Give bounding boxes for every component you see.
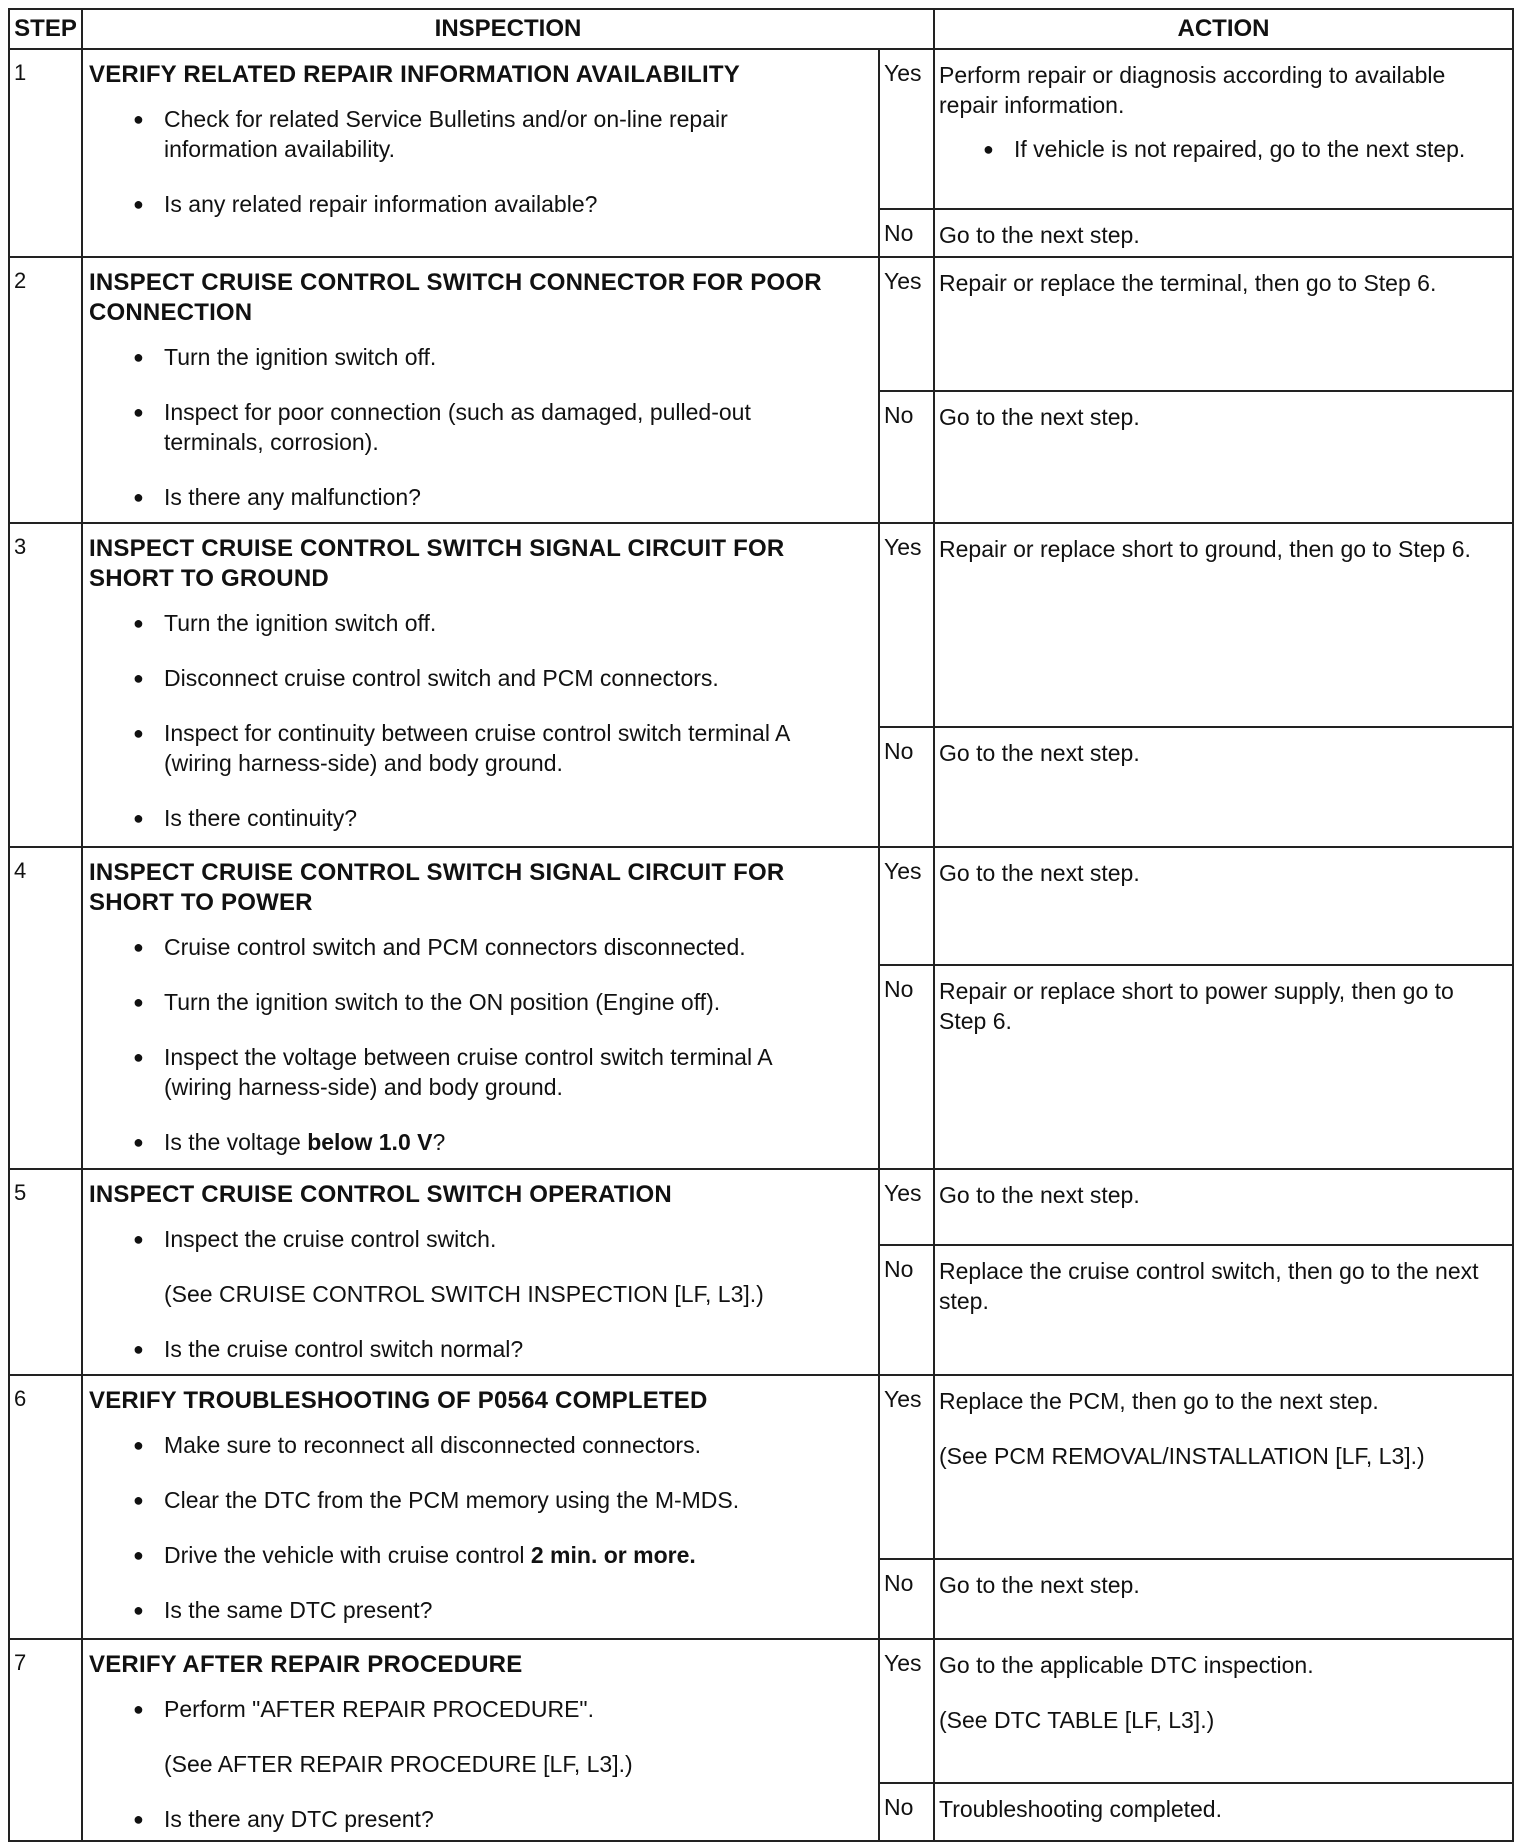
header-action: ACTION (934, 9, 1513, 49)
step-title: INSPECT CRUISE CONTROL SWITCH OPERATION (89, 1181, 672, 1208)
no-label: No (879, 1783, 934, 1841)
bullet-item: ● Inspect the voltage between cruise control switch terminal A (wiring harness-side) and body ground. (89, 1042, 868, 1102)
no-action: Repair or replace short to power supply, then go to Step 6. (934, 965, 1513, 1169)
no-label: No (879, 1559, 934, 1639)
action-text: Go to the applicable DTC inspection. (939, 1652, 1314, 1678)
no-action: Go to the next step. (934, 727, 1513, 847)
step-number: 1 (9, 49, 82, 257)
yes-label: Yes (879, 1375, 934, 1559)
bullet-item: ● Make sure to reconnect all disconnected connectors. (89, 1430, 868, 1460)
bullet-item: ● Inspect for continuity between cruise control switch terminal A (wiring harness-side) and body ground. (89, 718, 868, 778)
no-action: Troubleshooting completed. (934, 1783, 1513, 1841)
bullet-item: ● Inspect for poor connection (such as damaged, pulled-out terminals, corrosion). (89, 397, 868, 457)
no-label: No (879, 727, 934, 847)
header-step: STEP (9, 9, 82, 49)
no-action: Go to the next step. (934, 1559, 1513, 1639)
bullet-item: ● Is there any DTC present? (89, 1804, 868, 1834)
step-1-yes-row (9, 49, 1513, 209)
bullet-item: ● Turn the ignition switch off. (89, 608, 868, 638)
step-inspection (82, 1639, 879, 1841)
bullet-item: ● Disconnect cruise control switch and PCM connectors. (89, 663, 868, 693)
yes-label: Yes (879, 847, 934, 965)
bullet-item: ● Perform "AFTER REPAIR PROCEDURE". (89, 1694, 868, 1724)
yes-action (934, 49, 1513, 209)
action-bullet: ● If vehicle is not repaired, go to the next step. (939, 134, 1506, 164)
yes-action (934, 1639, 1513, 1783)
step-number: 5 (9, 1169, 82, 1375)
step-inspection (82, 523, 879, 847)
yes-label: Yes (879, 257, 934, 391)
no-label: No (879, 209, 934, 257)
step-inspection (82, 49, 879, 257)
drive-text: Drive the vehicle with cruise control (164, 1542, 531, 1568)
step-7-yes-row (9, 1639, 1513, 1783)
bullet-item: ● Is the cruise control switch normal? (89, 1334, 868, 1364)
step-inspection (82, 1375, 879, 1639)
reference-text: (See AFTER REPAIR PROCEDURE [LF, L3].) (164, 1751, 633, 1777)
step-number: 7 (9, 1639, 82, 1841)
bullet-item: ● Is there continuity? (89, 803, 868, 833)
yes-action: Go to the next step. (934, 1169, 1513, 1245)
bullet-item: ● Turn the ignition switch to the ON position (Engine off). (89, 987, 868, 1017)
yes-action: Go to the next step. (934, 847, 1513, 965)
reference-text: (See DTC TABLE [LF, L3].) (939, 1707, 1215, 1733)
question-end: ? (432, 1129, 446, 1155)
yes-label: Yes (879, 1639, 934, 1783)
bullet-item: ● Check for related Service Bulletins and/or on-line repair information availability. (89, 104, 868, 164)
bullet-item: ● Turn the ignition switch off. (89, 342, 868, 372)
header-inspection: INSPECTION (82, 9, 934, 49)
yes-label: Yes (879, 49, 934, 209)
bullet-item (89, 1540, 868, 1570)
step-number: 4 (9, 847, 82, 1169)
no-action: Go to the next step. (934, 209, 1513, 257)
step-number: 2 (9, 257, 82, 523)
step-number: 6 (9, 1375, 82, 1639)
yes-action: Repair or replace short to ground, then go to Step 6. (934, 523, 1513, 727)
bullet-item: ● Clear the DTC from the PCM memory using the M-MDS. (89, 1485, 868, 1515)
action-text: Perform repair or diagnosis according to available repair information. (939, 62, 1446, 118)
step-4-yes-row (9, 847, 1513, 965)
bullet-item: ● Is any related repair information available? (89, 189, 868, 219)
reference-text: (See PCM REMOVAL/INSTALLATION [LF, L3].) (939, 1443, 1425, 1469)
action-text: Replace the PCM, then go to the next step. (939, 1388, 1379, 1414)
yes-action: Repair or replace the terminal, then go to Step 6. (934, 257, 1513, 391)
step-inspection (82, 847, 879, 1169)
yes-label: Yes (879, 1169, 934, 1245)
step-inspection (82, 257, 879, 523)
yes-label: Yes (879, 523, 934, 727)
bullet-item: ● Inspect the cruise control switch. (89, 1224, 868, 1254)
step-title: VERIFY AFTER REPAIR PROCEDURE (89, 1651, 523, 1678)
step-2-yes-row (9, 257, 1513, 391)
bullet-item (89, 1127, 868, 1157)
reference-text: (See CRUISE CONTROL SWITCH INSPECTION [LF, L3].) (164, 1281, 764, 1307)
no-label: No (879, 1245, 934, 1375)
diagnostic-table (8, 8, 1514, 1842)
step-inspection (82, 1169, 879, 1375)
bullet-item: ● Is there any malfunction? (89, 482, 868, 512)
step-number: 3 (9, 523, 82, 847)
bullet-item: ● Cruise control switch and PCM connectors disconnected. (89, 932, 868, 962)
drive-duration: 2 min. or more. (530, 1542, 696, 1568)
step-title: VERIFY TROUBLESHOOTING OF P0564 COMPLETED (89, 1387, 708, 1414)
question-value: below 1.0 V (307, 1129, 433, 1155)
step-6-yes-row (9, 1375, 1513, 1559)
no-label: No (879, 965, 934, 1169)
yes-action (934, 1375, 1513, 1559)
header-row (9, 9, 1513, 49)
bullet-item: ● Is the same DTC present? (89, 1595, 868, 1625)
no-label: No (879, 391, 934, 523)
step-title: VERIFY RELATED REPAIR INFORMATION AVAILABILITY (89, 61, 740, 88)
step-title: INSPECT CRUISE CONTROL SWITCH SIGNAL CIRCUIT FOR SHORT TO POWER (89, 859, 785, 916)
step-title: INSPECT CRUISE CONTROL SWITCH CONNECTOR FOR POOR CONNECTION (89, 269, 822, 326)
step-5-yes-row (9, 1169, 1513, 1245)
step-title: INSPECT CRUISE CONTROL SWITCH SIGNAL CIRCUIT FOR SHORT TO GROUND (89, 535, 785, 592)
no-action: Go to the next step. (934, 391, 1513, 523)
step-3-yes-row (9, 523, 1513, 727)
no-action: Replace the cruise control switch, then go to the next step. (934, 1245, 1513, 1375)
question-text: Is the voltage (164, 1129, 308, 1155)
